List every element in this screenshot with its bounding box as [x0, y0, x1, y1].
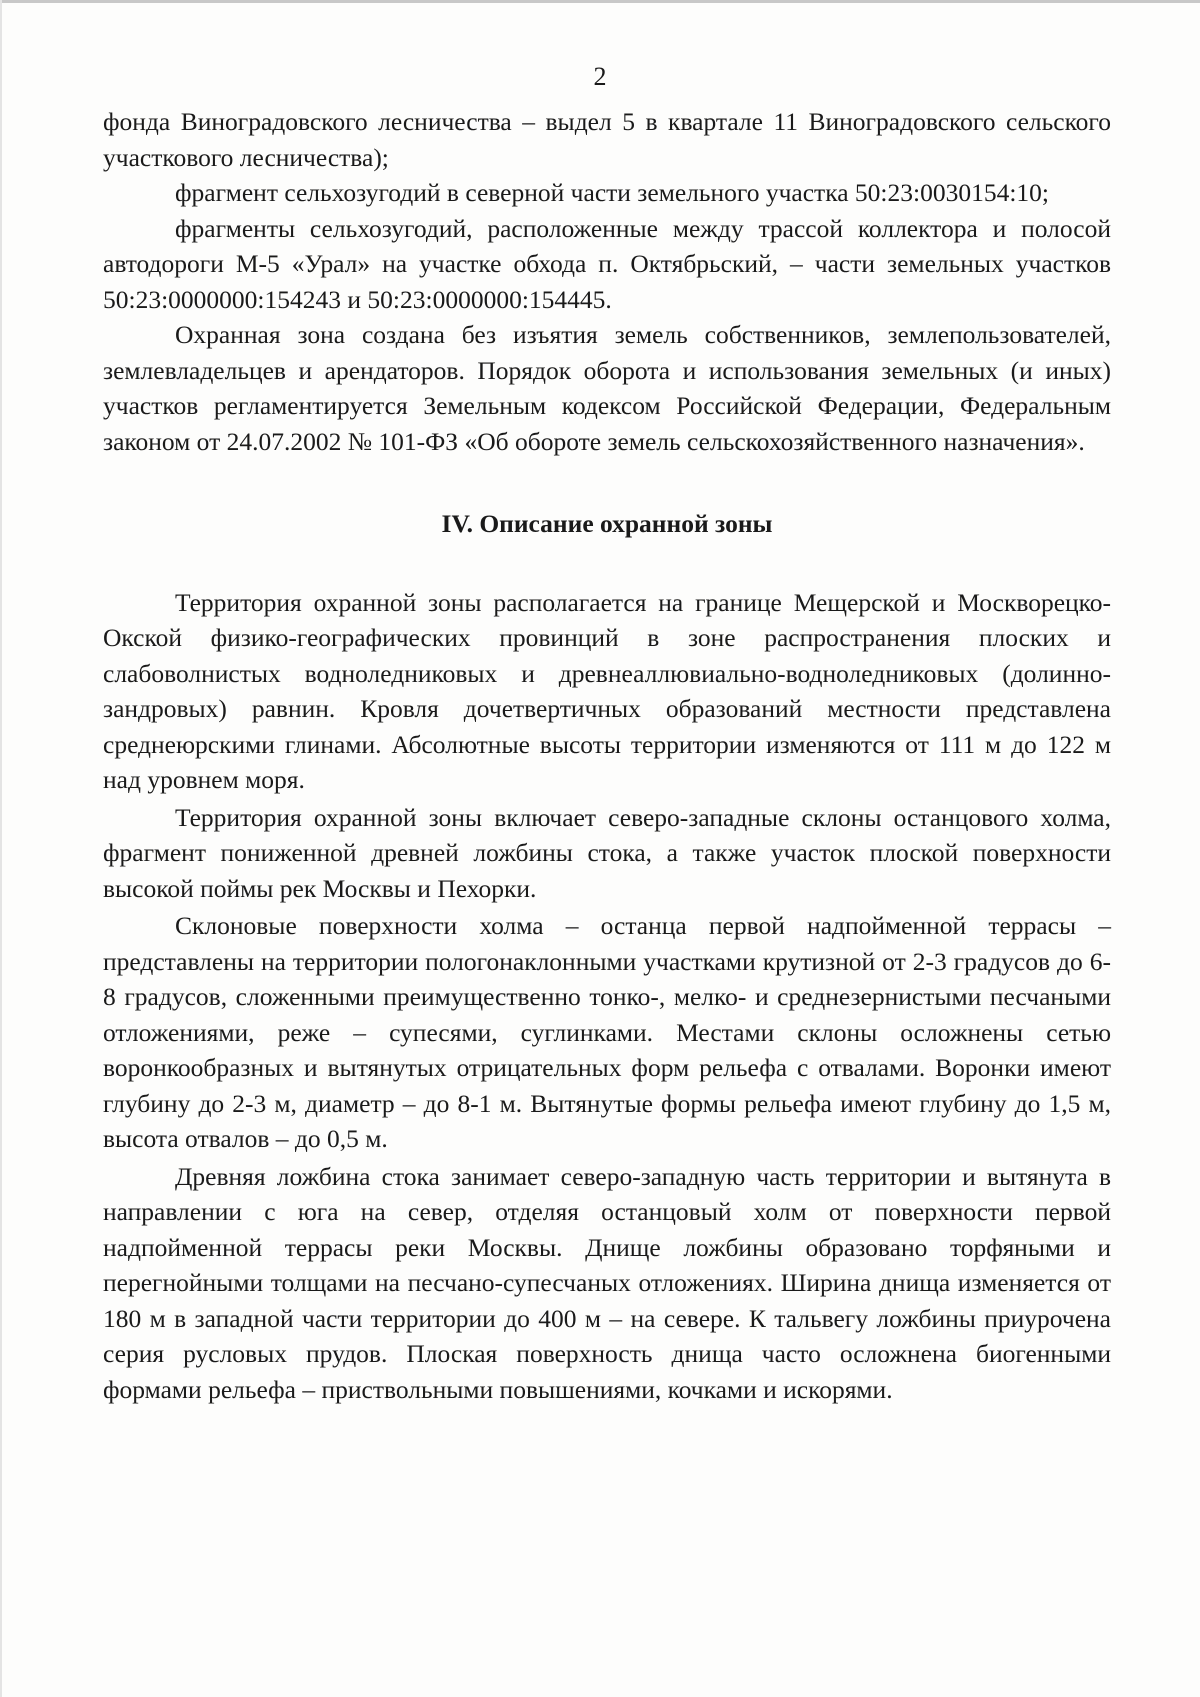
paragraph-composition: Территория охранной зоны включает северо-западные склоны останцового холма, фрагмент пониженной древней ложбины стока, а также участок плоской поверхности высокой поймы рек Москвы и Пехорки.: [103, 802, 1111, 903]
document-body: [103, 104, 1111, 1407]
page-number: 2: [593, 62, 607, 91]
scan-edge-left: [0, 0, 2, 1697]
section-heading: IV. Описание охранной зоны: [441, 509, 773, 538]
paragraph-continuation: фонда Виноградовского лесничества – выдел 5 в квартале 11 Виноградовского сельского участкового лесничества);: [103, 107, 1111, 172]
paragraph-list-item: фрагменты сельхозугодий, расположенные между трассой коллектора и полосой автодороги М-5 «Урал» на участке обхода п. Октябрьский, – части земельных участков 50:23:0000000:154243 и 50:23:0000000:154445.: [103, 213, 1111, 314]
paragraph-slopes: Склоновые поверхности холма – останца первой надпойменной террасы – представлены на территории пологонаклонными участками крутизной от 2-3 градусов до 6-8 градусов, сложенными преимущественно тонко-, мелко- и среднезернистыми песчаными отложениями, реже – супесями, суглинками. Местами склоны осложнены сетью воронкообразных и вытянутых отрицательных форм рельефа с отвалами. Воронки имеют глубину до 2-3 м, диаметр – до 8-1 м. Вытянутые формы рельефа имеют глубину до 1,5 м, высота отвалов – до 0,5 м.: [103, 911, 1111, 1153]
paragraph-legal-regime: Охранная зона создана без изъятия земель собственников, землепользователей, землевладельцев и арендаторов. Порядок оборота и использования земельных (и иных) участков регламентируется Земельным кодексом Российской Федерации, Федеральным законом от 24.07.2002 № 101-ФЗ «Об обороте земель сельскохозяйственного назначения».: [103, 320, 1111, 456]
paragraph-list-item: фрагмент сельхозугодий в северной части земельного участка 50:23:0030154:10;: [175, 178, 1049, 207]
paragraph-hollow: Древняя ложбина стока занимает северо-западную часть территории и вытянута в направлении с юга на север, отделяя останцовый холм от поверхности первой надпойменной террасы реки Москвы. Днище ложбины образовано торфяными и перегнойными толщами на песчано-супесчаных отложениях. Ширина днища изменяется от 180 м в западной части территории до 400 м – на севере. К тальвегу ложбины приурочена серия русловых прудов. Плоская поверхность днища часто осложнена биогенными формами рельефа – приствольными повышениями, кочками и искорями.: [103, 1161, 1111, 1404]
scan-edge-top: [0, 0, 1200, 3]
paragraph-territory: Территория охранной зоны располагается на границе Мещерской и Москворецко-Окской физико-географических провинций в зоне распространения плоских и слабоволнистых водноледниковых и древнеаллювиально-водноледниковых (долинно-зандровых) равнин. Кровля дочетвертичных образований местности представлена среднеюрскими глинами. Абсолютные высоты территории изменяются от 111 м до 122 м над уровнем моря.: [103, 587, 1111, 794]
